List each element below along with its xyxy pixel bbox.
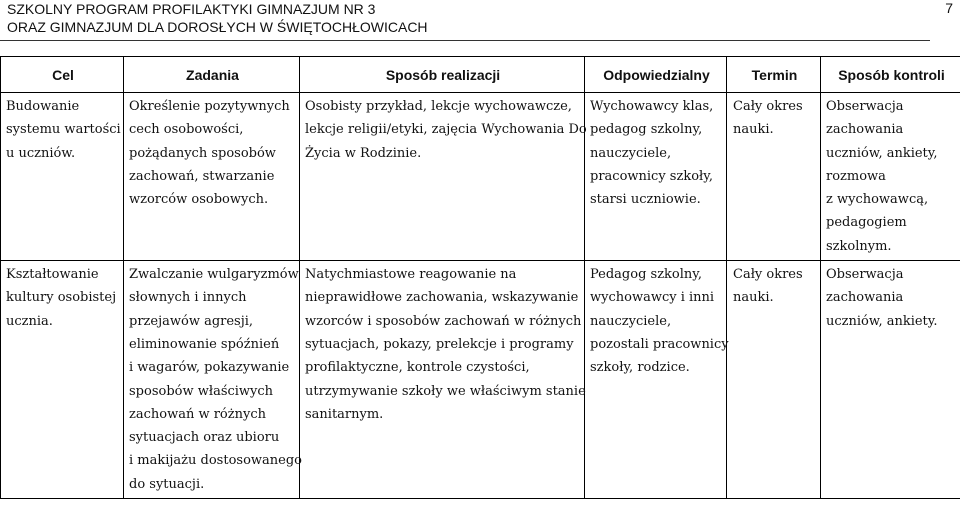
table-cell xyxy=(727,93,821,261)
cell-line: szkolnym. xyxy=(826,238,892,254)
column-header: Sposób realizacji xyxy=(300,57,585,93)
table-cell xyxy=(585,93,727,261)
cell-line: uczniów, ankiety. xyxy=(826,313,938,329)
program-table xyxy=(0,56,960,499)
header-rule xyxy=(0,40,930,41)
cell-line: do sytuacji. xyxy=(129,476,205,492)
cell-line: zachowań w różnych xyxy=(129,406,266,422)
cell-line: pozostali pracownicy xyxy=(590,336,729,352)
cell-line: pedagog szkolny, xyxy=(590,122,703,138)
cell-line: nauki. xyxy=(733,290,774,306)
table-cell xyxy=(821,93,960,261)
cell-line: i wagarów, pokazywanie xyxy=(129,360,290,376)
table-body xyxy=(1,93,960,499)
cell-line: Określenie pozytywnych xyxy=(129,99,290,114)
cell-line: nauczyciele, xyxy=(590,313,672,329)
cell-line: i makijażu dostosowanego xyxy=(129,453,302,469)
cell-line: Kształtowanie xyxy=(6,267,99,283)
cell-line: utrzymywanie szkoły we właściwym stanie xyxy=(305,383,586,399)
cell-line: Natychmiastowe reagowanie na xyxy=(305,267,517,283)
cell-line: rozmowa xyxy=(826,168,886,184)
header-line-2: ORAZ GIMNAZJUM DLA DOROSŁYCH W ŚWIĘTOCHŁOWICACH xyxy=(7,19,428,35)
page-number: 7 xyxy=(945,0,953,16)
table-row xyxy=(1,261,960,499)
cell-line: Życia w Rodzinie. xyxy=(305,145,422,161)
table-header-row xyxy=(1,57,960,93)
cell-line: sanitarnym. xyxy=(305,406,384,422)
cell-line: uczniów, ankiety, xyxy=(826,145,938,161)
cell-line: u uczniów. xyxy=(6,145,76,161)
cell-line: Pedagog szkolny, xyxy=(590,267,703,283)
table-cell xyxy=(300,93,585,261)
column-header: Sposób kontroli xyxy=(821,57,960,93)
cell-line: kultury osobistej xyxy=(6,290,117,306)
cell-line: przejawów agresji, xyxy=(129,313,254,329)
cell-line: eliminowanie spóźnień xyxy=(129,336,280,352)
cell-line: Obserwacja xyxy=(826,99,904,114)
table-cell xyxy=(300,261,585,499)
cell-line: Cały okres xyxy=(733,99,803,114)
cell-line: profilaktyczne, kontrole czystości, xyxy=(305,360,530,376)
cell-line: zachowań, stwarzanie xyxy=(129,168,275,184)
cell-line: pożądanych sposobów xyxy=(129,145,276,161)
cell-line: Osobisty przykład, lekcje wychowawcze, xyxy=(305,99,572,114)
cell-line: nauki. xyxy=(733,122,774,138)
cell-line: Zwalczanie wulgaryzmów xyxy=(129,267,299,283)
cell-line: pracownicy szkoły, xyxy=(590,168,713,184)
table-cell xyxy=(727,261,821,499)
table-row xyxy=(1,93,960,261)
column-header: Termin xyxy=(727,57,821,93)
table-cell xyxy=(1,93,124,261)
page-header xyxy=(7,0,953,36)
cell-line: słownych i innych xyxy=(129,290,247,306)
cell-line: Budowanie xyxy=(6,99,80,114)
cell-line: szkoły, rodzice. xyxy=(590,360,690,376)
table-cell xyxy=(1,261,124,499)
cell-line: pedagogiem xyxy=(826,215,907,231)
cell-line: starsi uczniowie. xyxy=(590,192,701,208)
table-cell xyxy=(124,261,300,499)
cell-line: sytuacjach oraz ubioru xyxy=(129,430,280,446)
cell-line: nieprawidłowe zachowania, wskazywanie xyxy=(305,290,579,306)
cell-line: Cały okres xyxy=(733,267,803,283)
cell-line: wzorców osobowych. xyxy=(129,192,269,208)
cell-line: Wychowawcy klas, xyxy=(590,99,714,114)
cell-line: wzorców i sposobów zachowań w różnych xyxy=(305,313,582,329)
table-cell xyxy=(585,261,727,499)
cell-line: sposobów właściwych xyxy=(129,383,274,399)
cell-line: lekcje religii/etyki, zajęcia Wychowania Do xyxy=(305,122,587,138)
column-header: Zadania xyxy=(124,57,300,93)
cell-line: systemu wartości xyxy=(6,122,121,138)
cell-line: cech osobowości, xyxy=(129,122,244,138)
cell-line: nauczyciele, xyxy=(590,145,672,161)
table-cell xyxy=(821,261,960,499)
cell-line: Obserwacja xyxy=(826,267,904,283)
cell-line: ucznia. xyxy=(6,313,53,329)
cell-line: wychowawcy i inni xyxy=(590,290,715,306)
cell-line: zachowania xyxy=(826,290,904,306)
cell-line: sytuacjach, pokazy, prelekcje i programy xyxy=(305,336,574,352)
header-line-1: SZKOLNY PROGRAM PROFILAKTYKI GIMNAZJUM NR 3 xyxy=(7,1,376,17)
table-cell xyxy=(124,93,300,261)
column-header: Cel xyxy=(1,57,124,93)
cell-line: z wychowawcą, xyxy=(826,192,929,208)
cell-line: zachowania xyxy=(826,122,904,138)
column-header: Odpowiedzialny xyxy=(585,57,727,93)
